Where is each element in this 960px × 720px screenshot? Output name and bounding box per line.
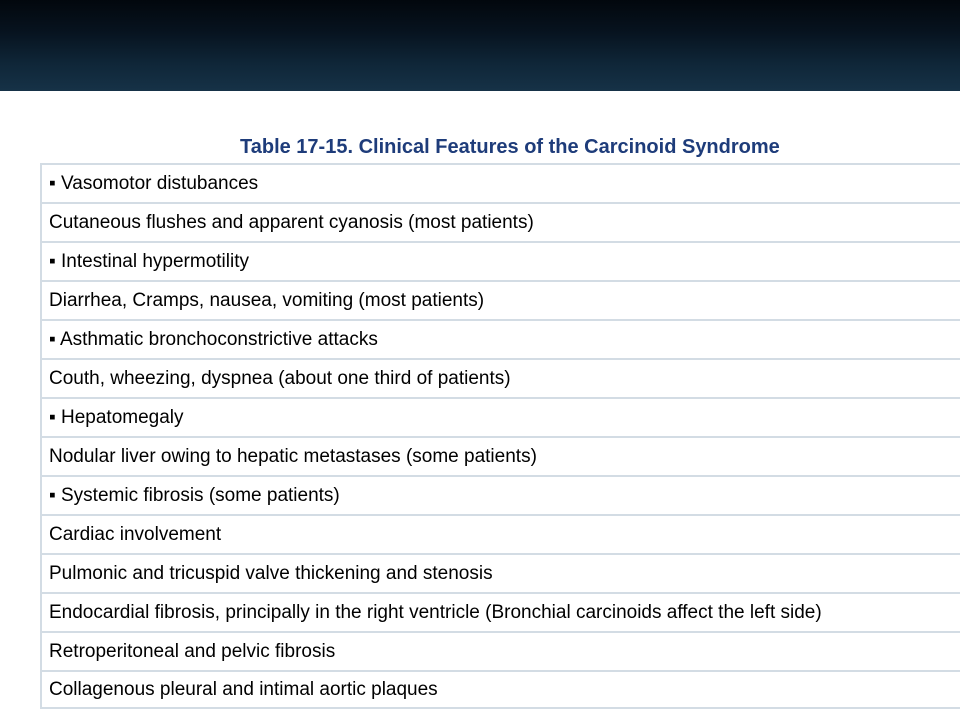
table-row [40,475,960,514]
table-row [40,670,960,709]
table-row [40,163,960,202]
table-row [40,553,960,592]
table-row [40,631,960,670]
table-row [40,358,960,397]
table-cell: Couth, wheezing, dyspnea (about one third of patients) [40,358,960,397]
table-cell: Endocardial fibrosis, principally in the right ventricle (Bronchial carcinoids affect the left side) [40,592,960,631]
table-cell: ▪ Asthmatic bronchoconstrictive attacks [40,319,960,358]
table-row [40,436,960,475]
table-cell: ▪ Vasomotor distubances [40,163,960,202]
table-cell: Cardiac involvement [40,514,960,553]
table-cell: Collagenous pleural and intimal aortic plaques [40,670,960,709]
table-row [40,319,960,358]
table-cell: Pulmonic and tricuspid valve thickening and stenosis [40,553,960,592]
table-cell: ▪ Intestinal hypermotility [40,241,960,280]
table-cell: Nodular liver owing to hepatic metastases (some patients) [40,436,960,475]
header-band [0,0,960,91]
table-row [40,514,960,553]
table-row [40,280,960,319]
table-row [40,241,960,280]
table-cell: ▪ Systemic fibrosis (some patients) [40,475,960,514]
clinical-features-table [40,163,960,709]
table-cell: ▪ Hepatomegaly [40,397,960,436]
table-cell: Diarrhea, Cramps, nausea, vomiting (most patients) [40,280,960,319]
table-row [40,202,960,241]
table-cell: Cutaneous flushes and apparent cyanosis (most patients) [40,202,960,241]
table-row [40,592,960,631]
table-row [40,397,960,436]
table-cell: Retroperitoneal and pelvic fibrosis [40,631,960,670]
table-title: Table 17-15. Clinical Features of the Carcinoid Syndrome [240,136,780,158]
